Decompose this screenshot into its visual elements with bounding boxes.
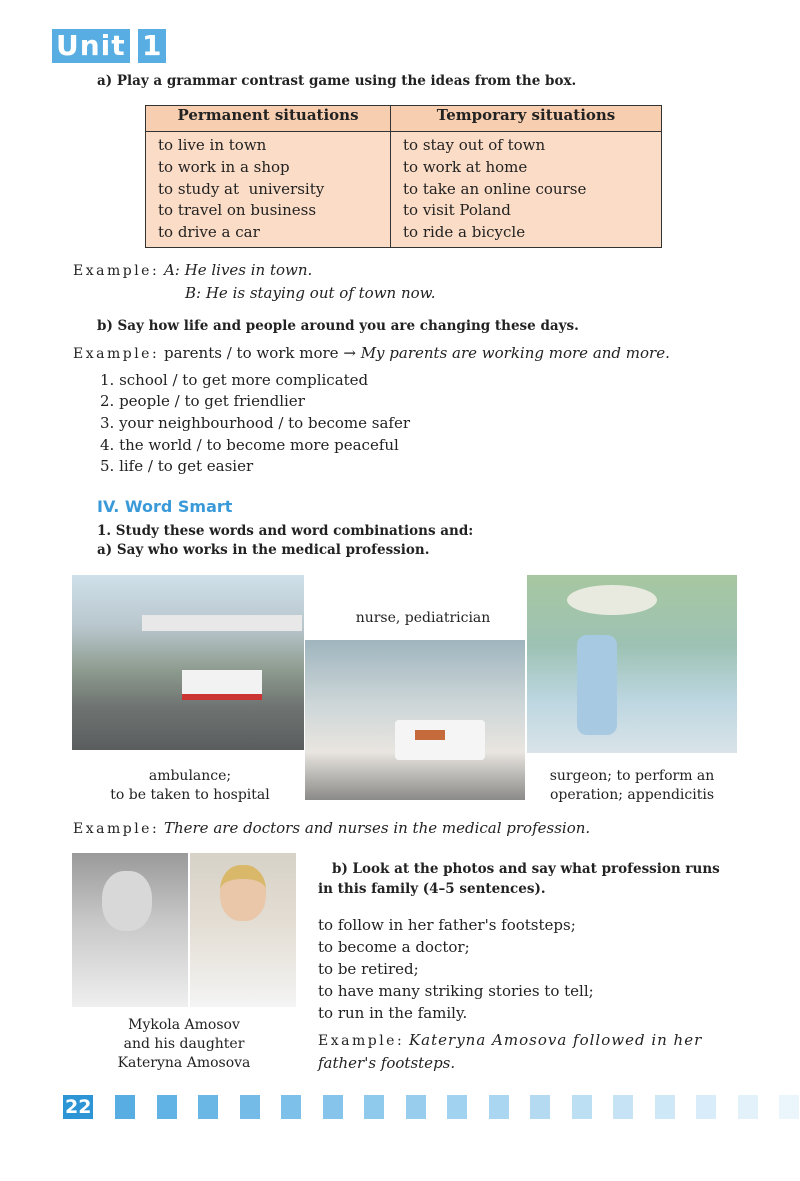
- footer-square: [572, 1095, 592, 1119]
- footer-square: [115, 1095, 135, 1119]
- example-text: There are doctors and nurses in the medical profession.: [163, 819, 591, 837]
- task1b-instruction: b) Look at the photos and say what profession runs: [332, 861, 720, 877]
- task-a-instruction: a) Play a grammar contrast game using the ideas from the box.: [97, 73, 577, 89]
- unit-number: 1: [138, 29, 166, 63]
- footer-square: [696, 1095, 716, 1119]
- unit-label: Unit: [52, 29, 130, 63]
- daughter-portrait: [190, 853, 296, 1007]
- list-item: 1. school / to get more complicated: [100, 371, 369, 389]
- table-cell: to stay out of town: [403, 136, 546, 154]
- table-header: Permanent situations: [146, 106, 391, 132]
- table-header: Temporary situations: [391, 106, 662, 132]
- example-label: Example:: [73, 263, 160, 279]
- table-cell: to live in town: [158, 136, 267, 154]
- example-label: Example:: [73, 821, 160, 837]
- section-title: IV. Word Smart: [97, 497, 233, 516]
- footer-square: [240, 1095, 260, 1119]
- portrait-caption: [72, 1016, 296, 1073]
- example-line: B: He is staying out of town now.: [185, 284, 436, 302]
- example-text: Kateryna Amosova followed in her: [408, 1031, 703, 1049]
- example-label: Example:: [318, 1033, 405, 1049]
- task1-instruction: 1. Study these words and word combinations and:: [97, 523, 474, 539]
- example-label: Example:: [73, 346, 160, 362]
- example-prompt: parents / to work more →: [163, 344, 356, 362]
- phrase: to follow in her father's footsteps;: [318, 916, 576, 934]
- footer-square: [406, 1095, 426, 1119]
- caption-line: Kateryna Amosova: [117, 1055, 251, 1071]
- task1a-instruction: a) Say who works in the medical profession.: [97, 542, 430, 558]
- footer-square: [323, 1095, 343, 1119]
- table-cell: to study at university: [158, 179, 325, 198]
- phrase: to become a doctor;: [318, 938, 470, 956]
- caption-left: [80, 767, 300, 805]
- table-cell: to work in a shop: [158, 157, 290, 176]
- list-item: 4. the world / to become more peaceful: [100, 436, 399, 454]
- footer-square: [489, 1095, 509, 1119]
- example-line: A: He lives in town.: [163, 261, 313, 279]
- example-text: father's footsteps.: [318, 1054, 456, 1072]
- footer-square: [198, 1095, 218, 1119]
- footer-square: [447, 1095, 467, 1119]
- caption-line: ambulance;: [148, 768, 232, 784]
- table-cell: to travel on business: [158, 201, 317, 220]
- caption-right: [527, 767, 737, 805]
- table-cell: to work at home: [403, 157, 528, 176]
- caption-middle: nurse, pediatrician: [355, 610, 491, 626]
- list-item: 5. life / to get easier: [100, 457, 254, 475]
- footer-square: [779, 1095, 799, 1119]
- ambulance-photo: [72, 575, 304, 750]
- footer-square: [364, 1095, 384, 1119]
- permanent-column: [146, 132, 391, 248]
- table-cell: to take an online course: [403, 179, 587, 198]
- example-answer: My parents are working more and more.: [360, 344, 670, 362]
- footer-square: [738, 1095, 758, 1119]
- situations-table: [145, 105, 662, 248]
- footer-square: [613, 1095, 633, 1119]
- task1b-instruction: in this family (4–5 sentences).: [318, 881, 546, 897]
- page-number: 22: [65, 1096, 92, 1118]
- table-cell: to drive a car: [158, 223, 260, 242]
- phrase: to have many striking stories to tell;: [318, 982, 594, 1000]
- table-cell: to visit Poland: [403, 201, 511, 220]
- caption-line: Mykola Amosov: [128, 1017, 240, 1033]
- footer-square: [157, 1095, 177, 1119]
- list-item: 3. your neighbourhood / to become safer: [100, 414, 411, 432]
- caption-line: surgeon; to perform an: [549, 768, 715, 784]
- footer-square: [655, 1095, 675, 1119]
- footer-square: [530, 1095, 550, 1119]
- list-item: 2. people / to get friendlier: [100, 392, 305, 410]
- task-b-instruction: b) Say how life and people around you are changing these days.: [97, 318, 579, 334]
- hospital-ward-photo: [305, 640, 525, 800]
- phrase: to run in the family.: [318, 1004, 468, 1022]
- table-cell: to ride a bicycle: [403, 223, 526, 242]
- surgery-photo: [527, 575, 737, 753]
- amosov-portrait: [72, 853, 188, 1007]
- caption-line: and his daughter: [123, 1036, 245, 1052]
- caption-line: to be taken to hospital: [110, 787, 270, 803]
- temporary-column: [391, 132, 662, 248]
- caption-line: operation; appendicitis: [549, 787, 715, 803]
- footer-square: [281, 1095, 301, 1119]
- phrase: to be retired;: [318, 960, 419, 978]
